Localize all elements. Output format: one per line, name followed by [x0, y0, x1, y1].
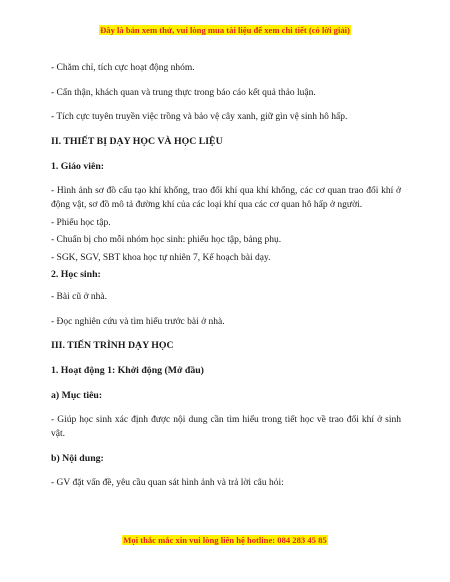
hotline-banner-text: Mọi thắc mắc xin vui lòng liên hệ hotline: 084 283 45 85 — [123, 535, 327, 545]
paragraph: - Cẩn thận, khách quan và trung thực trong báo cáo kết quả thảo luận. — [51, 87, 316, 98]
preview-banner — [0, 25, 450, 35]
paragraph: - GV đặt vấn đề, yêu cầu quan sát hình ảnh và trả lời câu hỏi: — [51, 478, 284, 488]
paragraph: - Đọc nghiên cứu và tìm hiểu trước bài ở nhà. — [51, 316, 225, 327]
paragraph: - Giúp học sinh xác định được nội dung cần tìm hiểu trong tiết học về trao đổi khí ở sinh vật. — [51, 415, 401, 439]
paragraph: - Bài cũ ở nhà. — [51, 292, 107, 302]
subsection-heading: 1. Giáo viên: — [51, 160, 105, 172]
paragraph: - Tích cực tuyên truyền việc trồng và bảo vệ cây xanh, giữ gìn vệ sinh hô hấp. — [51, 112, 348, 122]
paragraph: - Phiếu học tập. — [51, 217, 111, 228]
hotline-banner — [0, 535, 450, 545]
preview-banner-text: Đây là bản xem thử, vui lòng mua tài liệu để xem chi tiết (có lời giải) — [100, 25, 350, 35]
subsection-heading: b) Nội dung: — [51, 452, 104, 464]
document-body — [51, 61, 401, 501]
paragraph: - SGK, SGV, SBT khoa học tự nhiên 7, Kế hoạch bài dạy. — [51, 252, 271, 263]
subsection-heading: 2. Học sinh: — [51, 269, 101, 280]
subsection-heading: 1. Hoạt động 1: Khởi động (Mở đầu) — [51, 365, 204, 376]
paragraph: - Chăm chỉ, tích cực hoạt động nhóm. — [51, 63, 195, 73]
section-heading: III. TIẾN TRÌNH DẠY HỌC — [51, 340, 174, 351]
section-heading: II. THIẾT BỊ DẠY HỌC VÀ HỌC LIỆU — [51, 135, 223, 147]
paragraph: - Chuẩn bị cho mỗi nhóm học sinh: phiếu học tập, bảng phụ. — [51, 235, 282, 245]
subsection-heading: a) Mục tiêu: — [51, 389, 103, 401]
paragraph: - Hình ảnh sơ đồ cấu tạo khí khổng, trao đổi khí qua khí khổng, các cơ quan trao đổi khí ở động vật, sơ đồ mô tả đường khí của các loại khí qua các cơ quan hô hấp ở người. — [51, 186, 401, 210]
